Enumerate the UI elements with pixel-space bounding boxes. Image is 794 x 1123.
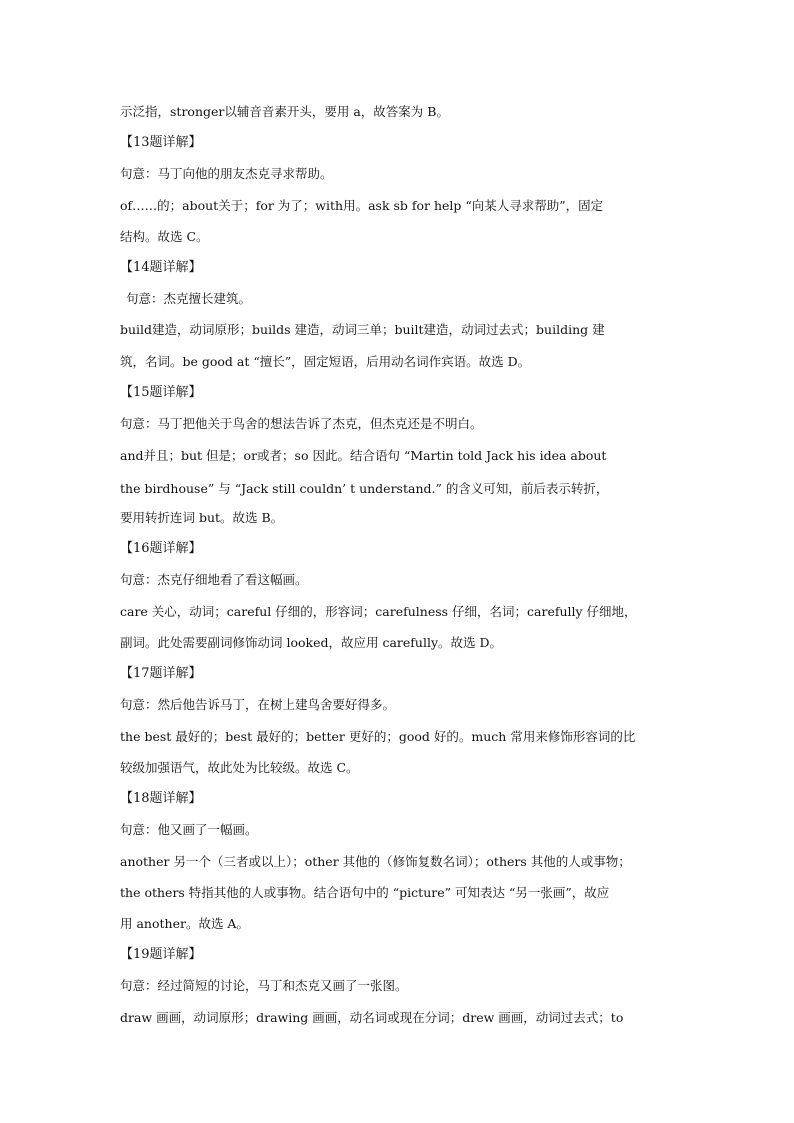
text-line: 示泛指，stronger以辅音音素开头，要用 a，故答案为 B。 [120,104,449,119]
text-line: 句意：然后他告诉马丁，在树上建鸟舍要好得多。 [120,697,396,712]
section-heading-14: 【14题详解】 [120,260,202,275]
text-line: 用 another。故选 A。 [120,916,249,931]
text-line: 句意：马丁向他的朋友杰克寻求帮助。 [120,166,333,181]
section-heading-15: 【15题详解】 [120,385,202,400]
section-heading-19: 【19题详解】 [120,947,202,962]
text-line: 句意：经过简短的讨论，马丁和杰克又画了一张图。 [120,978,408,993]
text-line: and并且；but 但是；or或者；so 因此。结合语句 “Martin told Jack his idea about [120,448,607,463]
text-line: the birdhouse” 与 “Jack still couldn’ t understand.” 的含义可知，前后表示转折， [120,481,609,496]
text-line: 要用转折连词 but。故选 B。 [120,510,284,525]
text-line: 句意：杰克仔细地看了看这幅画。 [120,572,308,587]
text-line: 结构。故选 C。 [120,229,209,244]
text-line: the best 最好的；best 最好的；better 更好的；good 好的。much 常用来修饰形容词的比 [120,729,636,744]
text-line: 较级加强语气，故此处为比较级。故选 C。 [120,760,359,775]
text-line: 句意：杰克擅长建筑。 [126,291,252,306]
section-heading-16: 【16题详解】 [120,541,202,556]
text-line: care 关心，动词；careful 仔细的，形容词；carefulness 仔细，名词；carefully 仔细地， [120,604,637,619]
text-line: 句意：马丁把他关于鸟舍的想法告诉了杰克，但杰克还是不明白。 [120,416,483,431]
text-line: build建造，动词原形；builds 建造，动词三单；built建造，动词过去式；building 建 [120,322,605,337]
text-line: the others 特指其他的人或事物。结合语句中的 “picture” 可知表达 “另一张画”，故应 [120,885,610,900]
section-heading-17: 【17题详解】 [120,666,202,681]
text-line: 筑，名词。be good at “擅长”，固定短语，后用动名词作宾语。故选 D。 [120,354,531,369]
text-line: 副词。此处需要副词修饰动词 looked，故应用 carefully。故选 D。 [120,635,503,650]
section-heading-13: 【13题详解】 [120,135,202,150]
text-line: of……的；about关于；for 为了；with用。ask sb for help “向某人寻求帮助”，固定 [120,198,604,213]
text-line: 句意：他又画了一幅画。 [120,822,258,837]
section-heading-18: 【18题详解】 [120,791,202,806]
text-line: draw 画画，动词原形；drawing 画画，动名词或现在分词；drew 画画，动词过去式；to [120,1010,624,1025]
text-line: another 另一个（三者或以上）；other 其他的（修饰复数名词）；others 其他的人或事物； [120,854,631,869]
